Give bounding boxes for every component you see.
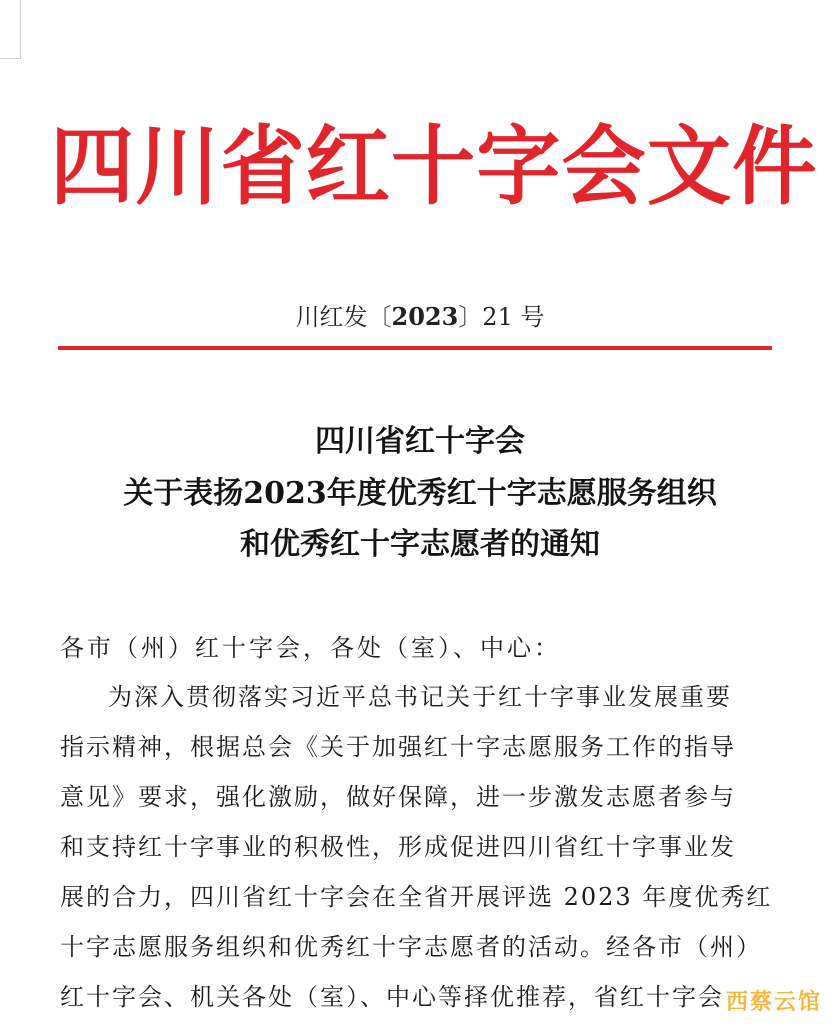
document-header-title: 四川省红十字会文件	[50, 116, 818, 217]
document-number-prefix: 川红发〔	[295, 303, 392, 331]
body-line-7: 红十字会、机关各处（室）、中心等择优推荐，省红十字会	[60, 983, 724, 1011]
body-line-1: 为深入贯彻落实习近平总书记关于红十字事业发展重要	[108, 683, 732, 711]
document-number	[0, 300, 840, 334]
body-line-3: 意见》要求，强化激励，做好保障，进一步激发志愿者参与	[60, 783, 736, 811]
body-line-5: 展的合力，四川省红十字会在全省开展评选 2023 年度优秀红	[60, 883, 772, 911]
salutation: 各市（州）红十字会，各处（室）、中心：	[60, 634, 561, 662]
body-line-6: 十字志愿服务组织和优秀红十字志愿者的活动。经各市（州）	[60, 933, 762, 961]
red-separator-line	[58, 346, 772, 350]
notice-title-line-1: 四川省红十字会	[315, 424, 525, 459]
document-number-year: 2023	[391, 302, 459, 331]
notice-title-line-3: 和优秀红十字志愿者的通知	[240, 527, 600, 562]
watermark: 西蔡云馆	[725, 990, 822, 1015]
body-line-2: 指示精神，根据总会《关于加强红十字志愿服务工作的指导	[60, 733, 736, 761]
body-line-4: 和支持红十字事业的积极性，形成促进四川省红十字事业发	[60, 833, 736, 861]
notice-title-line-2: 关于表扬2023年度优秀红十字志愿服务组织	[123, 476, 717, 511]
document-number-suffix: 〕21 号	[458, 303, 545, 331]
page-corner-marker	[0, 0, 21, 59]
